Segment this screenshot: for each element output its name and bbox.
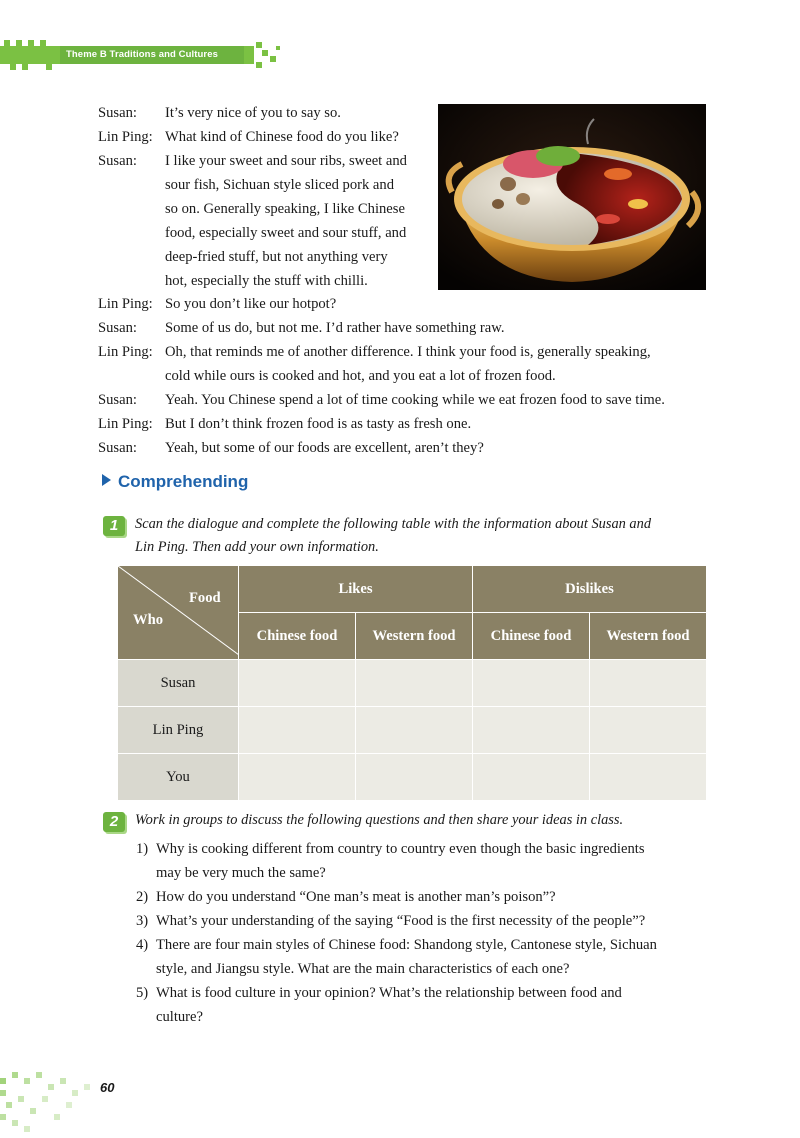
question-text: What is food culture in your opinion? What’s the relationship between food and	[156, 985, 622, 1001]
header-likes: Likes	[239, 566, 473, 613]
utterance: deep-fried stuff, but not anything very	[165, 249, 388, 265]
row-label: Susan	[118, 660, 239, 707]
header-theme-label: Theme B Traditions and Cultures	[60, 46, 244, 64]
question-number: 2)	[136, 889, 149, 905]
subheader: Chinese food	[473, 613, 590, 660]
answer-cell[interactable]	[356, 660, 473, 707]
answer-cell[interactable]	[590, 707, 707, 754]
answer-cell[interactable]	[239, 660, 356, 707]
speaker: Susan:	[98, 392, 137, 408]
task1-instruction-line: Scan the dialogue and complete the following table with the information about Susan and	[135, 516, 652, 532]
question-number: 3)	[136, 913, 149, 929]
subheader: Western food	[356, 613, 473, 660]
speaker: Susan:	[98, 105, 137, 121]
utterance: But I don’t think frozen food is as tasty as fresh one.	[165, 416, 472, 432]
question-text: may be very much the same?	[156, 865, 326, 881]
utterance: food, especially sweet and sour stuff, and	[165, 225, 407, 241]
utterance: Yeah. You Chinese spend a lot of time cooking while we eat frozen food to save time.	[165, 392, 665, 408]
speaker: Susan:	[98, 320, 137, 336]
utterance: cold while ours is cooked and hot, and you eat a lot of frozen food.	[165, 368, 556, 384]
speaker: Lin Ping:	[98, 344, 153, 360]
question-number: 1)	[136, 841, 149, 857]
utterance: It’s very nice of you to say so.	[165, 105, 341, 121]
utterance: So you don’t like our hotpot?	[165, 296, 337, 312]
answer-cell[interactable]	[473, 707, 590, 754]
task2-instruction: Work in groups to discuss the following questions and then share your ideas in class.	[135, 812, 624, 828]
corner-label-food: Food	[189, 590, 221, 606]
task1-instruction-line: Lin Ping. Then add your own information.	[135, 539, 379, 555]
header-dislikes: Dislikes	[473, 566, 707, 613]
table-row	[118, 660, 707, 707]
answer-cell[interactable]	[356, 754, 473, 801]
answer-cell[interactable]	[239, 754, 356, 801]
answer-cell[interactable]	[473, 660, 590, 707]
hotpot-photo	[438, 104, 706, 290]
utterance: I like your sweet and sour ribs, sweet and	[165, 153, 407, 169]
utterance: sour fish, Sichuan style sliced pork and	[165, 177, 395, 193]
question-text: How do you understand “One man’s meat is another man’s poison”?	[156, 889, 556, 905]
table-row	[118, 754, 707, 801]
task-number-badge: 1	[103, 516, 125, 536]
question-text: There are four main styles of Chinese food: Shandong style, Cantonese style, Sichuan	[156, 937, 657, 953]
row-label: You	[118, 754, 239, 801]
answer-cell[interactable]	[239, 707, 356, 754]
utterance: so on. Generally speaking, I like Chinese	[165, 201, 405, 217]
speaker: Lin Ping:	[98, 129, 153, 145]
subheader: Chinese food	[239, 613, 356, 660]
speaker: Susan:	[98, 153, 137, 169]
subheader: Western food	[590, 613, 707, 660]
speaker: Lin Ping:	[98, 296, 153, 312]
section-title-text: Comprehending	[118, 472, 249, 491]
utterance: hot, especially the stuff with chilli.	[165, 273, 368, 289]
corner-label-who: Who	[133, 612, 164, 628]
utterance: Yeah, but some of our foods are excellent, aren’t they?	[165, 440, 484, 456]
page-number: 60	[100, 1080, 115, 1095]
section-title	[102, 472, 248, 492]
answer-cell[interactable]	[473, 754, 590, 801]
question-number: 5)	[136, 985, 149, 1001]
speaker: Lin Ping:	[98, 416, 153, 432]
triangle-bullet-icon	[102, 474, 111, 486]
question-text: style, and Jiangsu style. What are the main characteristics of each one?	[156, 961, 570, 977]
table-corner-cell	[118, 566, 239, 660]
question-text: culture?	[156, 1009, 203, 1025]
task-number-badge: 2	[103, 812, 125, 832]
diagonal-divider	[118, 566, 239, 655]
utterance: Oh, that reminds me of another difference. I think your food is, generally speaking,	[165, 344, 651, 360]
answer-cell[interactable]	[590, 754, 707, 801]
answer-cell[interactable]	[590, 660, 707, 707]
utterance: What kind of Chinese food do you like?	[165, 129, 399, 145]
row-label: Lin Ping	[118, 707, 239, 754]
question-text: Why is cooking different from country to country even though the basic ingredients	[156, 841, 645, 857]
utterance: Some of us do, but not me. I’d rather have something raw.	[165, 320, 505, 336]
comparison-table	[117, 565, 707, 801]
question-number: 4)	[136, 937, 149, 953]
question-text: What’s your understanding of the saying “Food is the first necessity of the people”?	[156, 913, 646, 929]
table-row	[118, 707, 707, 754]
answer-cell[interactable]	[356, 707, 473, 754]
speaker: Susan:	[98, 440, 137, 456]
